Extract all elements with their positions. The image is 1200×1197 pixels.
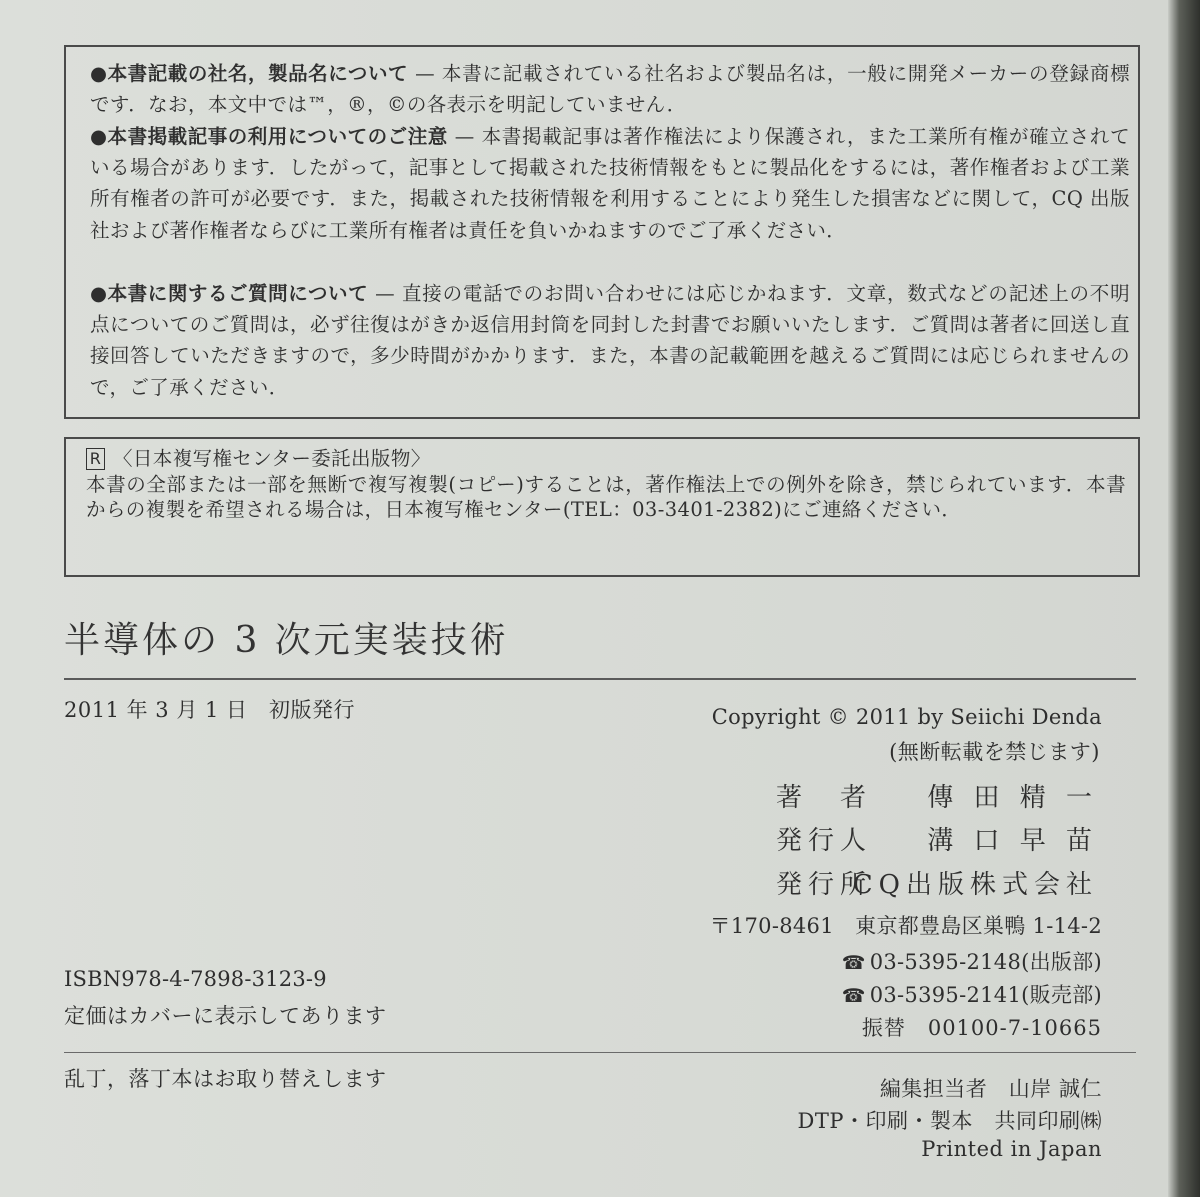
- phone-dept: (販売部): [1021, 983, 1102, 1007]
- notice-article-usage-heading: ●本書掲載記事の利用についてのご注意: [90, 125, 448, 148]
- phone-number: 03-5395-2141: [869, 983, 1022, 1007]
- price-note: 定価はカバーに表示してあります: [64, 1004, 387, 1028]
- phone-icon: ☎: [841, 985, 866, 1007]
- publishing-house-role: 発行所: [776, 870, 873, 900]
- phone-number: 03-5395-2148: [869, 950, 1022, 974]
- publisher-person-name: 溝 口 早 苗: [927, 826, 1098, 856]
- copy-notice-body: 本書の全部または一部を無断で複写複製(コピー)することは，著作権法上での例外を除き，禁じられています．本書からの複製を希望される場合は，日本複写権センター(TEL：03-3401-2382)にご連絡ください．: [86, 472, 1126, 521]
- publisher-person-role: 発行人: [776, 826, 873, 856]
- book-title: 半導体の 3 次元実装技術: [64, 620, 509, 661]
- publisher-address: 〒170-8461 東京都豊島区巣鴨 1-14-2: [709, 914, 1102, 938]
- copy-notice: [86, 446, 1126, 523]
- page-edge-shadow: [1168, 0, 1200, 1197]
- notice-article-usage: [90, 121, 1130, 246]
- author-role: 著 者: [776, 783, 873, 813]
- editor-credit: 編集担当者 山岸 誠仁: [879, 1077, 1102, 1101]
- notice-trademarks-heading: ●本書記載の社名，製品名について: [90, 62, 409, 85]
- title-divider: [64, 678, 1136, 680]
- exchange-note: 乱丁，落丁本はお取り替えします: [64, 1067, 387, 1091]
- copy-notice-heading: 〈日本複写権センター委託出版物〉: [113, 447, 431, 470]
- phone-editorial: [842, 946, 1102, 976]
- printing-credit: DTP・印刷・製本 共同印刷㈱: [797, 1109, 1102, 1133]
- phone-sales: [842, 979, 1102, 1009]
- copyright-line: Copyright © 2011 by Seiichi Denda: [711, 705, 1102, 729]
- notice-trademarks: [90, 58, 1130, 120]
- footer-divider: [64, 1052, 1136, 1053]
- printed-in: Printed in Japan: [921, 1137, 1102, 1161]
- publishing-house-name: CQ出版株式会社: [852, 870, 1098, 900]
- phone-icon: ☎: [841, 952, 866, 974]
- author-name: 傳 田 精 一: [927, 783, 1098, 813]
- phone-dept: (出版部): [1021, 950, 1102, 974]
- notice-article-usage-body: — 本書掲載記事は著作権法により保護され，また工業所有権が確立されている場合があります．したがって，記事として掲載された技術情報をもとに製品化をするには，著作権者および工業所有権者の許可が必要です．また，掲載された技術情報を利用することにより発生した損害などに関して，CQ 出版社および著作権者ならびに工業所有権者は責任を負いかねますのでご了承ください．: [90, 125, 1130, 242]
- notice-questions-body: — 直接の電話でのお問い合わせには応じかねます．文章，数式などの記述上の不明点についてのご質問は，必ず往復はがきか返信用封筒を同封した封書でお願いいたします．ご質問は著者に回送し直接回答していただきますので，多少時間がかかります．また，本書の記載範囲を越えるご質問には応じられませんので，ご了承ください．: [90, 282, 1130, 399]
- publication-date: 2011 年 3 月 1 日 初版発行: [64, 698, 356, 722]
- notice-questions-heading: ●本書に関するご質問について: [90, 282, 369, 305]
- rights-reserved: (無断転載を禁じます): [889, 740, 1100, 764]
- postal-transfer: 振替 00100-7-10665: [861, 1016, 1102, 1040]
- registered-r-icon: R: [86, 448, 105, 470]
- notice-questions: [90, 278, 1130, 403]
- isbn: ISBN978-4-7898-3123-9: [64, 967, 327, 991]
- notice-trademarks-body: — 本書に記載されている社名および製品名は，一般に開発メーカーの登録商標です．なお，本文中では™，®，©の各表示を明記していません．: [90, 62, 1131, 117]
